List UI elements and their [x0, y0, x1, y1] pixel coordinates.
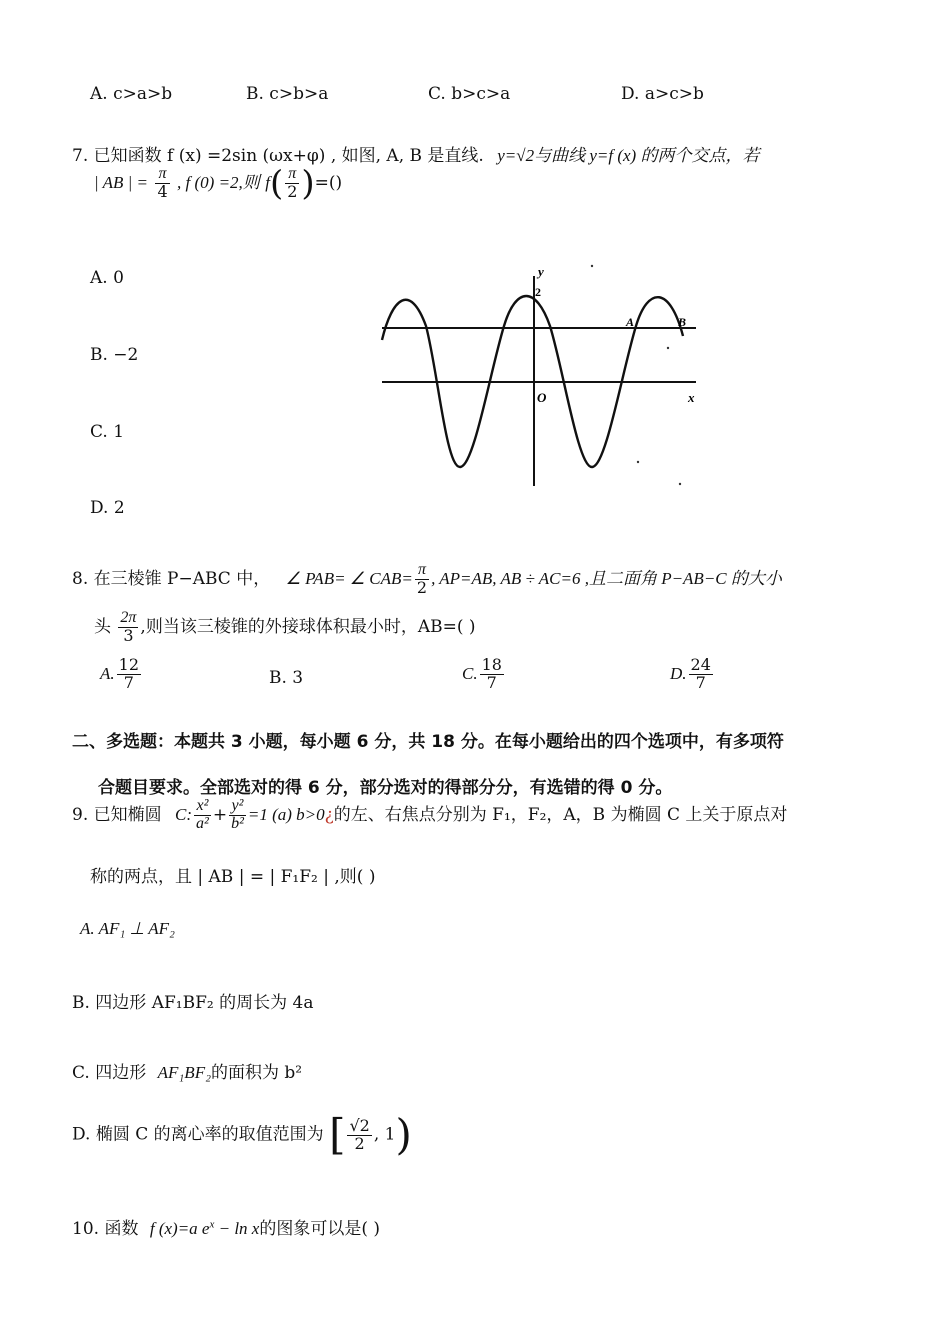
section2-heading-line2: 合题目要求。全部选对的得 6 分，部分选对的得部分分，有选错的得 0 分。	[98, 778, 673, 798]
q8-stem-line2: 头 $\frac{2\pi}{3}$ ,则当该三棱锥的外接球体积最小时，AB=( )	[94, 609, 476, 645]
q8-option-a: A. $\frac{12}{7}$	[100, 655, 139, 692]
label-x: x	[688, 390, 695, 405]
label-2: 2	[535, 285, 541, 299]
speck-dot	[591, 265, 593, 267]
q7-frac-pi4: $\frac{\pi}{4}$	[157, 165, 168, 201]
q8-frac-pi2: $\frac{\pi}{2}$	[416, 561, 428, 597]
q7-frac-pi2: $\frac{\pi}{2}$	[287, 165, 298, 201]
q8-option-d: D. $\frac{24}{7}$	[670, 655, 711, 692]
label-a: A	[626, 315, 635, 329]
q6-option-b: B. c>b>a	[246, 84, 329, 104]
q9-option-b: B. 四边形 AF₁BF₂ 的周长为 4a	[72, 993, 314, 1013]
speck-dot	[667, 347, 669, 349]
q6-option-c: C. b>c>a	[428, 84, 511, 104]
q8-option-c: C. $\frac{18}{7}$	[462, 655, 502, 692]
q7-option-c: C. 1	[90, 422, 125, 442]
speck-dot	[679, 483, 681, 485]
q9-option-d: D. 椭圆 C 的离心率的取值范围为 [ $\frac{√2}{2}$ , 1)	[72, 1110, 412, 1159]
q7-option-b: B. −2	[90, 345, 139, 365]
q7-option-d: D. 2	[90, 498, 125, 518]
q8-frac-2pi3: $\frac{2\pi}{3}$	[120, 609, 137, 645]
q9-option-a: A. AF₁ ⊥ AF₂	[80, 919, 175, 938]
label-b: B	[678, 315, 687, 329]
section2-heading-line1: 二、多选题：本题共 3 小题，每小题 6 分，共 18 分。在每小题给出的四个选项中，有多项符	[72, 732, 784, 752]
q7-stem-line2: | AB | = $\frac{\pi}{4}$ , f (0) =2,则 f( $\frac{\pi}{2}$ )=()	[94, 163, 343, 204]
q7-stem-line1: 7. 已知函数 f (x) =2sin (ωx+φ) , 如图, A, B 是直线. y=√2与曲线 y=f (x) 的两个交点，若	[72, 146, 760, 166]
label-y: y	[538, 264, 544, 279]
q8-stem-line1: 8. 在三棱锥 P−ABC 中， ∠ PAB= ∠ CAB= $\frac{\pi}{2}$ , AP=AB, AB ÷ AC=6 ,且二面角 P−AB−C 的大小	[72, 561, 782, 597]
q9-stem-line2: 称的两点，且 | AB | = | F₁F₂ | ,则( )	[90, 867, 376, 887]
q6-option-a: A. c>a>b	[90, 84, 173, 104]
q9-stem-line1: 9. 已知椭圆 C: $\frac{\text{x²}}{\text{a²}}$ + $\frac{\text{y²}}{\text{b²}}$ =1 (a) b>0¿的左、右焦点分别为 F₁，F₂，A，B 为椭圆 C 上关于原点对	[72, 797, 788, 832]
q6-option-d: D. a>c>b	[621, 84, 704, 104]
q8-option-b: B. 3	[269, 668, 304, 688]
speck-dot	[637, 461, 639, 463]
q7-stem-curve: y=√2与曲线 y=f (x) 的两个交点，若	[497, 146, 760, 165]
q9-option-c: C. 四边形 AF₁BF₂的面积为 b²	[72, 1063, 303, 1083]
label-origin: O	[537, 390, 547, 405]
q7-sine-graph	[378, 262, 704, 490]
q7-option-a: A. 0	[90, 268, 124, 288]
q10-stem: 10. 函数 f (x)=a $e^x - \ln x$的图象可以是( )	[72, 1218, 381, 1239]
